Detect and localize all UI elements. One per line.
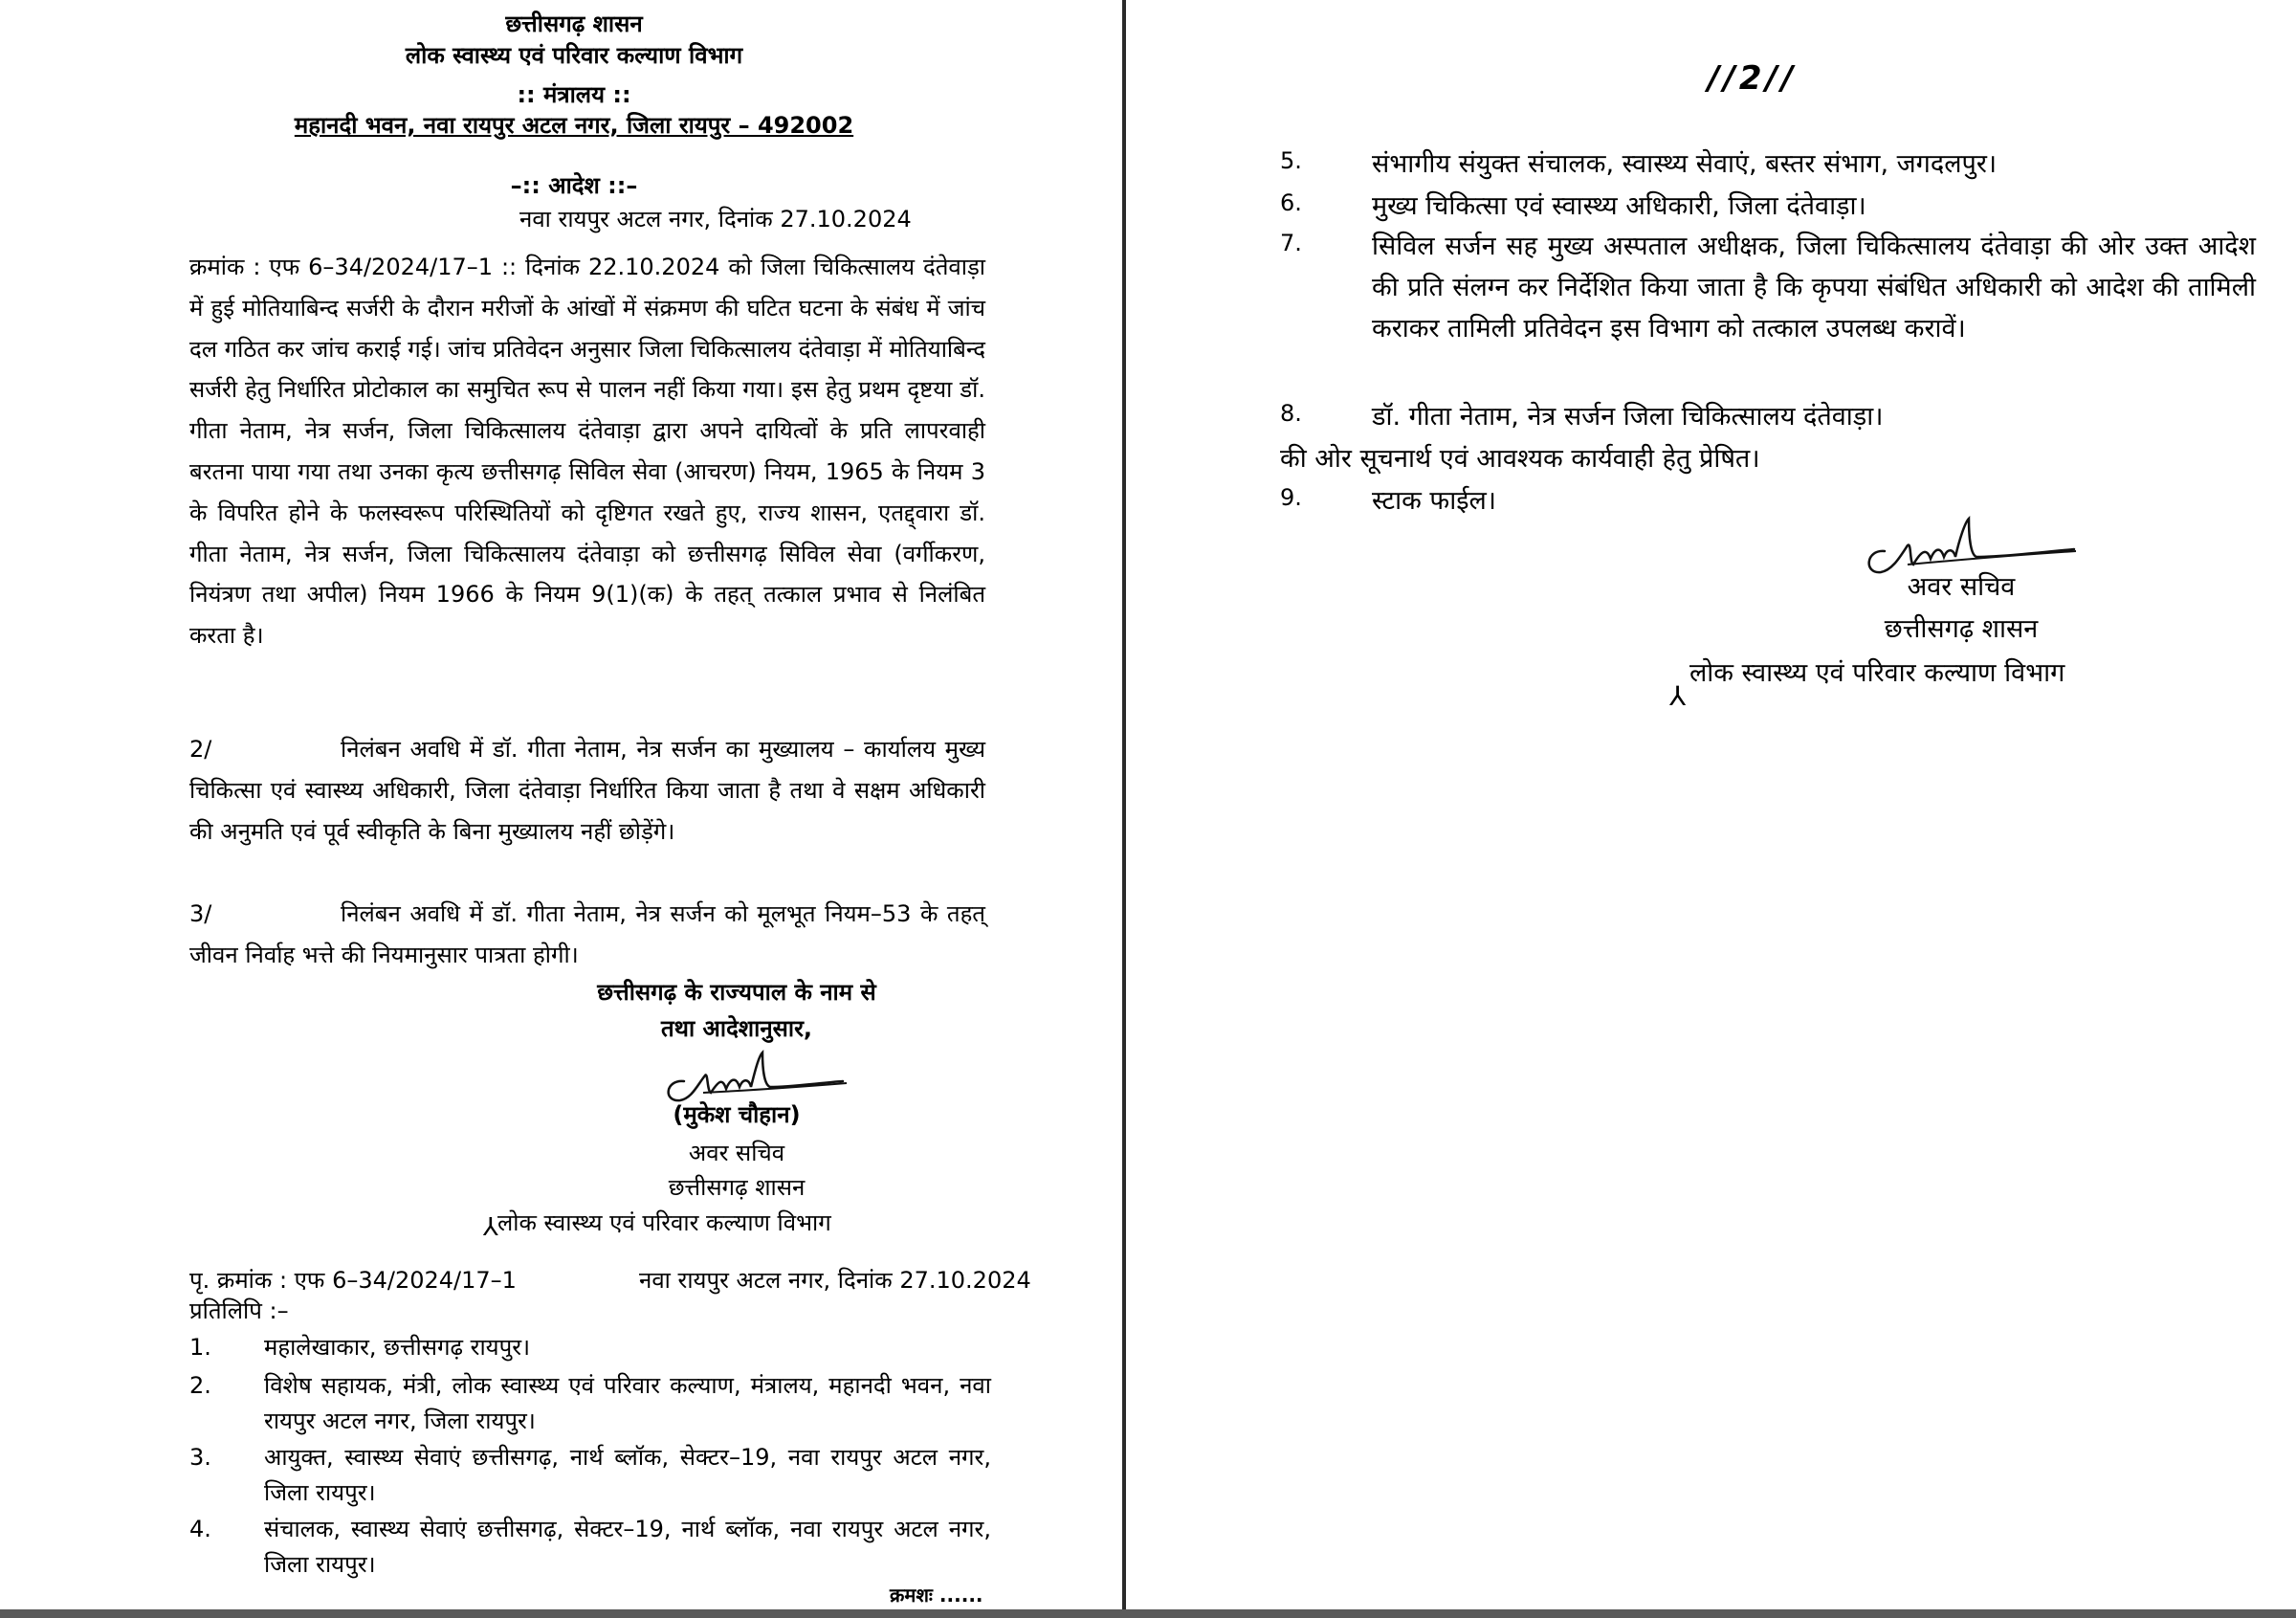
copy-item-number: 7. (1280, 230, 1302, 256)
copy-label: प्रतिलिपि :– (189, 1297, 289, 1324)
copy-item-text: महालेखाकार, छत्तीसगढ़ रायपुर। (264, 1334, 531, 1361)
signatory-department-2: लोक स्वास्थ्य एवं परिवार कल्याण विभाग (1689, 658, 2065, 688)
copy-item-text: मुख्य चिकित्सा एवं स्वास्थ्य अधिकारी, जिला दंतेवाड़ा। (1372, 191, 1866, 221)
copy-item (189, 1440, 993, 1513)
copy-item-number: 8. (1280, 400, 1302, 427)
order-paragraph-2-text: निलंबन अवधि में डॉ. गीता नेताम, नेत्र सर्जन का मुख्यालय – कार्यालय मुख्य चिकित्सा एवं स्वास्थ्य अधिकारी, जिला दंतेवाड़ा निर्धारित किया जाता है तथा वे सक्षम अधिकारी की अनुमति एवं पूर्व स्वीकृति के बिना मुख्यालय नहीं छोड़ेंगे। (189, 736, 985, 845)
copy-item-number: 4. (189, 1516, 211, 1542)
order-paragraph-3-text: निलंबन अवधि में डॉ. गीता नेताम, नेत्र सर्जन को मूलभूत नियम–53 के तहत् जीवन निर्वाह भत्ते की नियमानुसार पात्रता होगी। (189, 900, 985, 968)
endorsement-reference: पृ. क्रमांक : एफ 6–34/2024/17–1 (189, 1267, 517, 1294)
order-paragraph-2-number: 2/ (189, 736, 212, 763)
copy-item (1280, 396, 2256, 438)
order-paragraph-2 (189, 729, 985, 892)
signatory-govt: छत्तीसगढ़ शासन (668, 1174, 806, 1201)
signatory-name: (मुकेश चौहान) (673, 1101, 801, 1128)
page-divider (1122, 0, 1126, 1609)
copy-item-number: 2. (189, 1372, 211, 1399)
document-page-2 (1129, 0, 2296, 1609)
header-govt: छत्तीसगढ़ शासन (505, 11, 643, 37)
signatory-department: लोक स्वास्थ्य एवं परिवार कल्याण विभाग (497, 1209, 831, 1236)
page-number-marker: //2// (1708, 59, 1798, 98)
signatory-title: अवर सचिव (688, 1140, 785, 1166)
copy-item-text: विशेष सहायक, मंत्री, लोक स्वास्थ्य एवं परिवार कल्याण, मंत्रालय, महानदी भवन, नवा रायपुर अटल नगर, जिला रायपुर। (264, 1372, 991, 1434)
copy-item (189, 1512, 993, 1585)
signatory-initial-mark: ⅄ (483, 1213, 498, 1242)
order-paragraph-1 (189, 247, 985, 725)
copy-item-number: 9. (1280, 484, 1302, 511)
signatory-govt-2: छत्तीसगढ़ शासन (1884, 614, 2039, 644)
copy-item-number: 6. (1280, 189, 1302, 216)
copy-item (1280, 144, 2256, 186)
header-department: लोक स्वास्थ्य एवं परिवार कल्याण विभाग (405, 42, 743, 69)
copy-item-text: सिविल सर्जन सह मुख्य अस्पताल अधीक्षक, जिला चिकित्सालय दंतेवाड़ा की ओर उक्त आदेश की प्रति संलग्न कर निर्देशित किया जाता है कि कृपया संबंधित अधिकारी को आदेश की तामिली कराकर तामिली प्रतिवेदन इस विभाग को तत्काल उपलब्ध करावें। (1372, 232, 2256, 344)
copy-item (189, 1368, 993, 1441)
closing-line-2: तथा आदेशानुसार, (660, 1015, 813, 1042)
copy-item-text: आयुक्त, स्वास्थ्य सेवाएं छत्तीसगढ़, नार्थ ब्लॉक, सेक्टर–19, नवा रायपुर अटल नगर, जिला रायपुर। (264, 1444, 991, 1506)
continued-marker: क्रमशः ...... (890, 1584, 983, 1607)
endorsement-place-date: नवा रायपुर अटल नगर, दिनांक 27.10.2024 (639, 1267, 1031, 1294)
signatory-initial-mark-2: ⅄ (1669, 680, 1687, 712)
order-title: –:: आदेश ::– (510, 172, 638, 199)
order-paragraph-3-number: 3/ (189, 900, 212, 927)
signatory-title-2: अवर सचिव (1907, 572, 2016, 602)
copy-item-number: 1. (189, 1334, 211, 1361)
closing-line-1: छत्तीसगढ़ के राज्यपाल के नाम से (597, 979, 876, 1006)
copy-item-text: संभागीय संयुक्त संचालक, स्वास्थ्य सेवाएं, बस्तर संभाग, जगदलपुर। (1372, 149, 1998, 179)
copy-item (1280, 186, 2256, 228)
document-page-1 (0, 0, 1122, 1609)
copy-item (189, 1330, 993, 1368)
copy-item-text: संचालक, स्वास्थ्य सेवाएं छत्तीसगढ़, सेक्टर–19, नार्थ ब्लॉक, नवा रायपुर अटल नगर, जिला रायपुर। (264, 1516, 991, 1578)
window-bottom-bar (0, 1609, 2296, 1618)
copy-item-number: 5. (1280, 147, 1302, 174)
copy-item (1280, 480, 2256, 522)
order-paragraph-3 (189, 894, 985, 980)
copy-item (1280, 226, 2256, 398)
header-address: महानदी भवन, नवा रायपुर अटल नगर, जिला रायपुर – 492002 (294, 112, 854, 139)
header-ministry: :: मंत्रालय :: (517, 81, 631, 108)
copy-item-text: स्टाक फाईल। (1372, 486, 1497, 516)
order-place-date: नवा रायपुर अटल नगर, दिनांक 27.10.2024 (519, 206, 912, 233)
copy-item-text: डॉ. गीता नेताम, नेत्र सर्जन जिला चिकित्सालय दंतेवाड़ा। (1372, 402, 1884, 432)
copy-item-number: 3. (189, 1444, 211, 1471)
forward-note: की ओर सूचनार्थ एवं आवश्यक कार्यवाही हेतु प्रेषित। (1280, 444, 1760, 474)
order-paragraph-1-text: क्रमांक : एफ 6–34/2024/17–1 :: दिनांक 22.10.2024 को जिला चिकित्सालय दंतेवाड़ा में हुई मोतियाबिन्द सर्जरी के दौरान मरीजों के आंखों में संक्रमण की घटित घटना के संबंध में जांच दल गठित कर जांच कराई गई। जांच प्रतिवेदन अनुसार जिला चिकित्सालय दंतेवाड़ा में मोतियाबिन्द सर्जरी हेतु निर्धारित प्रोटोकाल का समुचित रूप से पालन नहीं किया गया। इस हेतु प्रथम दृष्टया डॉ. गीता नेताम, नेत्र सर्जन, जिला चिकित्सालय दंतेवाड़ा द्वारा अपने दायित्वों के प्रति लापरवाही बरतना पाया गया तथा उनका कृत्य छत्तीसगढ़ सिविल सेवा (आचरण) नियम, 1965 के नियम 3 के विपरित होने के फलस्वरूप परिस्थितियों को दृष्टिगत रखते हुए, राज्य शासन, एतद्द्वारा डॉ. गीता नेताम, नेत्र सर्जन, जिला चिकित्सालय दंतेवाड़ा को छत्तीसगढ़ सिविल सेवा (वर्गीकरण, नियंत्रण तथा अपील) नियम 1966 के नियम 9(1)(क) के तहत् तत्काल प्रभाव से निलंबित करता है। (189, 254, 986, 650)
